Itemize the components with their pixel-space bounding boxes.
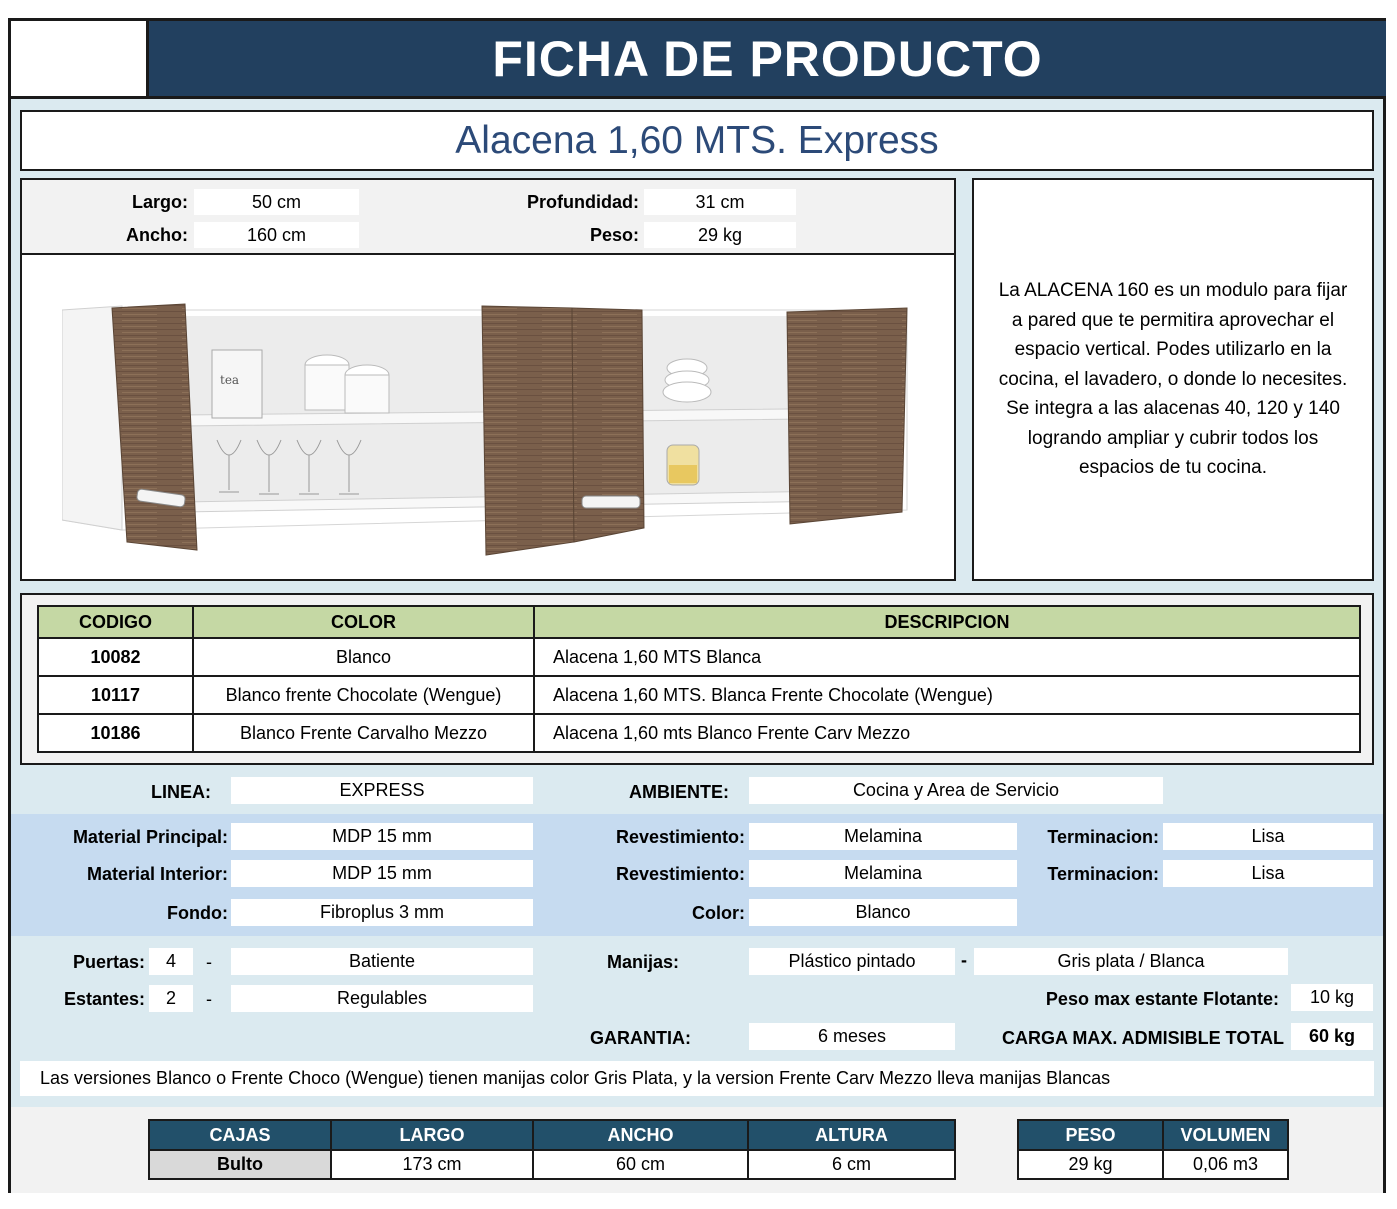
box-ancho: 60 cm <box>533 1150 748 1179</box>
estantes-label: Estantes: <box>63 989 145 1009</box>
ancho-header: ANCHO <box>533 1120 748 1150</box>
terminacion-1-value: Lisa <box>1163 823 1373 850</box>
altura-header: ALTURA <box>748 1120 955 1150</box>
manijas-dash: - <box>961 950 967 970</box>
color-header: COLOR <box>193 606 534 638</box>
largo-header: LARGO <box>331 1120 533 1150</box>
material-interior-value: MDP 15 mm <box>231 860 533 887</box>
peso-estante-value: 10 kg <box>1291 984 1373 1011</box>
header-bar <box>149 21 1386 99</box>
variant-color: Blanco <box>193 638 534 676</box>
puertas-qty: 4 <box>149 948 193 975</box>
box-volumen: 0,06 m3 <box>1163 1150 1288 1179</box>
ambiente-label: AMBIENTE: <box>629 782 729 802</box>
material-interior-label: Material Interior: <box>86 864 228 884</box>
profundidad-value: 31 cm <box>644 189 796 215</box>
table-row <box>38 676 1360 714</box>
handles-note: Las versiones Blanco o Frente Choco (Wengue) tienen manijas color Gris Plata, y la version Frente Carv Mezzo lleva manijas Blancas <box>20 1061 1374 1096</box>
estantes-type: Regulables <box>231 985 533 1012</box>
descripcion-header: DESCRIPCION <box>534 606 1360 638</box>
table-row <box>38 714 1360 752</box>
page-title: FICHA DE PRODUCTO <box>492 30 1043 87</box>
revestimiento-1-label: Revestimiento: <box>615 827 745 847</box>
product-name-box <box>20 110 1374 171</box>
manijas-color: Gris plata / Blanca <box>974 948 1288 975</box>
table-row <box>1018 1150 1288 1179</box>
ancho-value: 160 cm <box>194 222 359 248</box>
linea-value: EXPRESS <box>231 777 533 804</box>
table-row <box>149 1150 955 1179</box>
revestimiento-2-label: Revestimiento: <box>615 864 745 884</box>
largo-label: Largo: <box>132 192 188 212</box>
table-row <box>38 638 1360 676</box>
description-panel <box>972 178 1374 581</box>
box-peso: 29 kg <box>1018 1150 1163 1179</box>
product-description: La ALACENA 160 es un modulo para fijar a pared que te permitira aprovechar el espacio vertical. Podes utilizarlo en la cocina, el lavadero, o donde lo necesites. Se integra a las alacenas 40, 120 y 140 logrando ampliar y cubrir todos los espacios de tu cocina. <box>998 280 1348 479</box>
terminacion-2-value: Lisa <box>1163 860 1373 887</box>
variant-code: 10117 <box>38 676 193 714</box>
estantes-qty: 2 <box>149 985 193 1012</box>
tea-jar-label: tea <box>220 373 240 387</box>
manijas-material: Plástico pintado <box>749 948 955 975</box>
manijas-label: Manijas: <box>606 952 679 972</box>
color-label: Color: <box>692 903 745 923</box>
terminacion-1-label: Terminacion: <box>1047 827 1159 847</box>
weight-volume-table <box>1017 1119 1289 1180</box>
ambiente-value: Cocina y Area de Servicio <box>749 777 1163 804</box>
logo-placeholder <box>11 21 149 99</box>
box-altura: 6 cm <box>748 1150 955 1179</box>
bulto-label: Bulto <box>149 1150 331 1179</box>
variant-color: Blanco frente Chocolate (Wengue) <box>193 676 534 714</box>
weight-volume-header-row <box>1018 1120 1288 1150</box>
garantia-label: GARANTIA: <box>590 1028 691 1048</box>
fondo-label: Fondo: <box>167 903 228 923</box>
linea-label: LINEA: <box>151 782 211 802</box>
peso-estante-label: Peso max estante Flotante: <box>1045 989 1279 1009</box>
revestimiento-1-value: Melamina <box>749 823 1017 850</box>
color-value: Blanco <box>749 899 1017 926</box>
profundidad-label: Profundidad: <box>527 192 639 212</box>
revestimiento-2-value: Melamina <box>749 860 1017 887</box>
ancho-label: Ancho: <box>126 225 188 245</box>
box-largo: 173 cm <box>331 1150 533 1179</box>
peso-label: Peso: <box>589 225 639 245</box>
material-principal-label: Material Principal: <box>72 827 228 847</box>
variant-color: Blanco Frente Carvalho Mezzo <box>193 714 534 752</box>
product-sheet <box>8 18 1386 1193</box>
peso-header: PESO <box>1018 1120 1163 1150</box>
fondo-value: Fibroplus 3 mm <box>231 899 533 926</box>
variant-description: Alacena 1,60 mts Blanco Frente Carv Mezzo <box>534 714 1360 752</box>
variants-panel <box>20 593 1374 765</box>
puertas-dash: - <box>206 952 212 972</box>
volumen-header: VOLUMEN <box>1163 1120 1288 1150</box>
variant-code: 10082 <box>38 638 193 676</box>
puertas-type: Batiente <box>231 948 533 975</box>
variant-description: Alacena 1,60 MTS Blanca <box>534 638 1360 676</box>
puertas-label: Puertas: <box>72 952 145 972</box>
terminacion-2-label: Terminacion: <box>1047 864 1159 884</box>
cajas-header: CAJAS <box>149 1120 331 1150</box>
packaging-table <box>148 1119 956 1180</box>
product-photo <box>62 280 922 570</box>
largo-value: 50 cm <box>194 189 359 215</box>
codigo-header: CODIGO <box>38 606 193 638</box>
peso-value: 29 kg <box>644 222 796 248</box>
material-principal-value: MDP 15 mm <box>231 823 533 850</box>
packaging-header-row <box>149 1120 955 1150</box>
product-name: Alacena 1,60 MTS. Express <box>455 118 939 162</box>
estantes-dash: - <box>206 989 212 1009</box>
dimensions-panel <box>20 178 956 581</box>
carga-max-value: 60 kg <box>1291 1023 1373 1050</box>
dimensions-grid <box>22 180 954 255</box>
variants-header-row <box>38 606 1360 638</box>
carga-max-label: CARGA MAX. ADMISIBLE TOTAL <box>1002 1028 1284 1048</box>
variants-table <box>37 605 1361 753</box>
variant-code: 10186 <box>38 714 193 752</box>
variant-description: Alacena 1,60 MTS. Blanca Frente Chocolate (Wengue) <box>534 676 1360 714</box>
garantia-value: 6 meses <box>749 1023 955 1050</box>
